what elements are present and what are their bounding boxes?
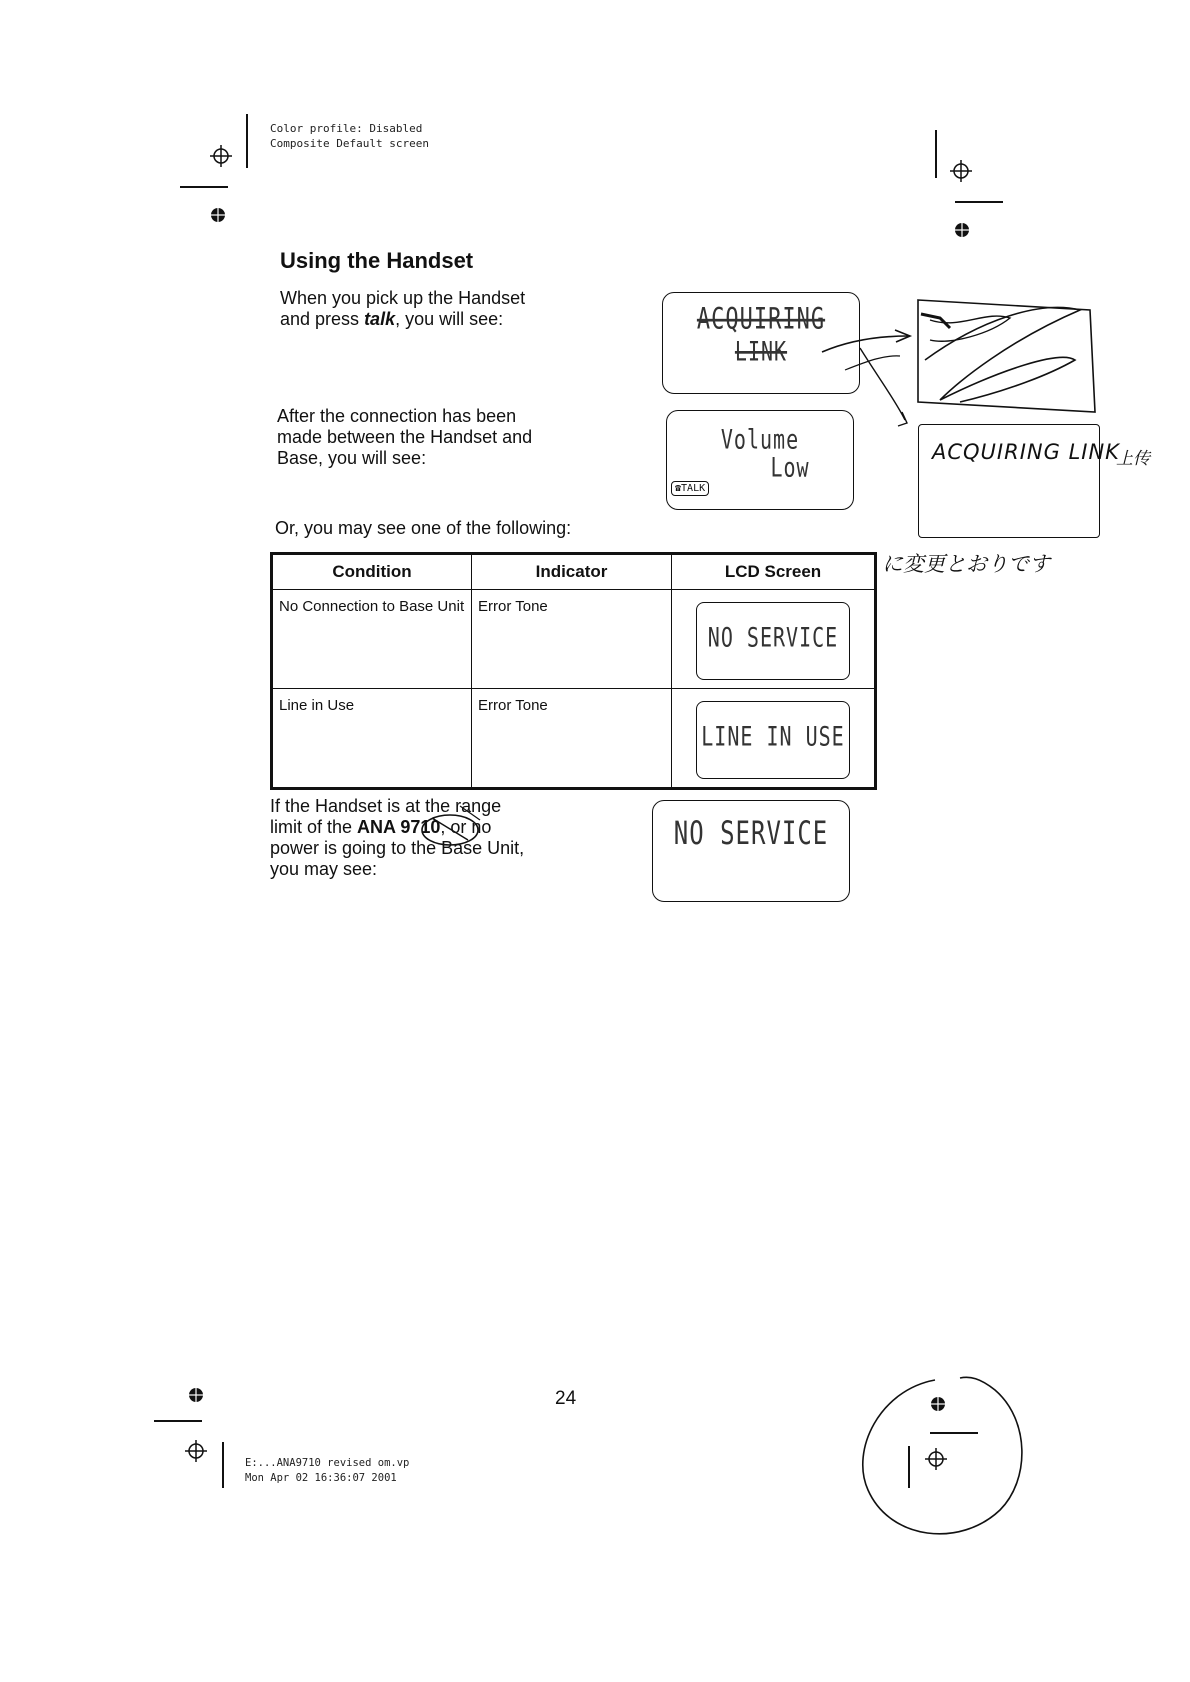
lcd-text-line: Volume <box>720 422 800 456</box>
printer-info-bottom <box>245 1456 409 1486</box>
paragraph-line: power is going to the Base Unit, <box>270 838 525 858</box>
talk-badge-label: TALK <box>681 483 706 494</box>
table-header: LCD Screen <box>672 554 876 590</box>
printer-info-line: Composite Default screen <box>270 137 429 150</box>
crop-mark-line <box>930 1432 978 1434</box>
paragraph-line: you may see: <box>270 859 378 879</box>
lcd-text-line: NO SERVICE <box>673 814 829 852</box>
table-cell-indicator: Error Tone <box>472 689 672 789</box>
crop-mark-bar <box>222 1442 224 1488</box>
lcd-text-line: LINE IN USE <box>701 719 845 753</box>
intro-text: and press <box>280 309 365 329</box>
registration-crosshair-icon <box>925 1448 947 1470</box>
registration-crosshair-icon <box>185 1440 207 1462</box>
registration-dot-icon <box>930 1396 946 1412</box>
intro-text: , you will see: <box>395 309 504 329</box>
or-paragraph: Or, you may see one of the following: <box>275 518 572 538</box>
crop-mark-bar <box>908 1446 910 1488</box>
table-cell-indicator: Error Tone <box>472 590 672 689</box>
phone-icon: ☎ <box>675 483 682 494</box>
table-header: Indicator <box>472 554 672 590</box>
handwritten-note-suffix: 上传 <box>1116 449 1150 469</box>
handwritten-note-text: ACQUIRING LINK <box>932 440 1120 464</box>
intro-text: When you pick up the Handset <box>280 288 526 308</box>
printer-info-line: Mon Apr 02 16:36:07 2001 <box>245 1472 397 1484</box>
lcd-text-line: Low <box>770 450 810 484</box>
printer-info-line: Color profile: Disabled <box>270 122 423 135</box>
paragraph-line: limit of the <box>270 817 358 837</box>
table-cell-condition: Line in Use <box>272 689 472 789</box>
registration-dot-icon <box>188 1387 204 1403</box>
printer-info-line: E:...ANA9710 revised om.vp <box>245 1457 410 1469</box>
talk-keyword: talk <box>364 309 396 329</box>
paragraph-line: Base, you will see: <box>277 448 427 468</box>
lcd-text-line: ACQUIRING <box>696 302 826 337</box>
crop-mark-line <box>154 1420 202 1422</box>
paragraph-line: , or no <box>440 817 492 837</box>
model-name: ANA 9710 <box>357 817 441 837</box>
paragraph-line: If the Handset is at the range <box>270 796 502 816</box>
lcd-text-line: NO SERVICE <box>707 620 839 654</box>
section-title: Using the Handset <box>280 248 474 273</box>
handwritten-note-japanese: に変更とおりです <box>882 552 1050 576</box>
table-header: Condition <box>272 554 472 590</box>
table-cell-condition: No Connection to Base Unit <box>272 590 472 689</box>
paragraph-line: made between the Handset and <box>277 427 533 447</box>
page-number: 24 <box>555 1388 577 1409</box>
paragraph-line: After the connection has been <box>277 406 517 426</box>
lcd-text-line: LINK <box>734 334 788 368</box>
